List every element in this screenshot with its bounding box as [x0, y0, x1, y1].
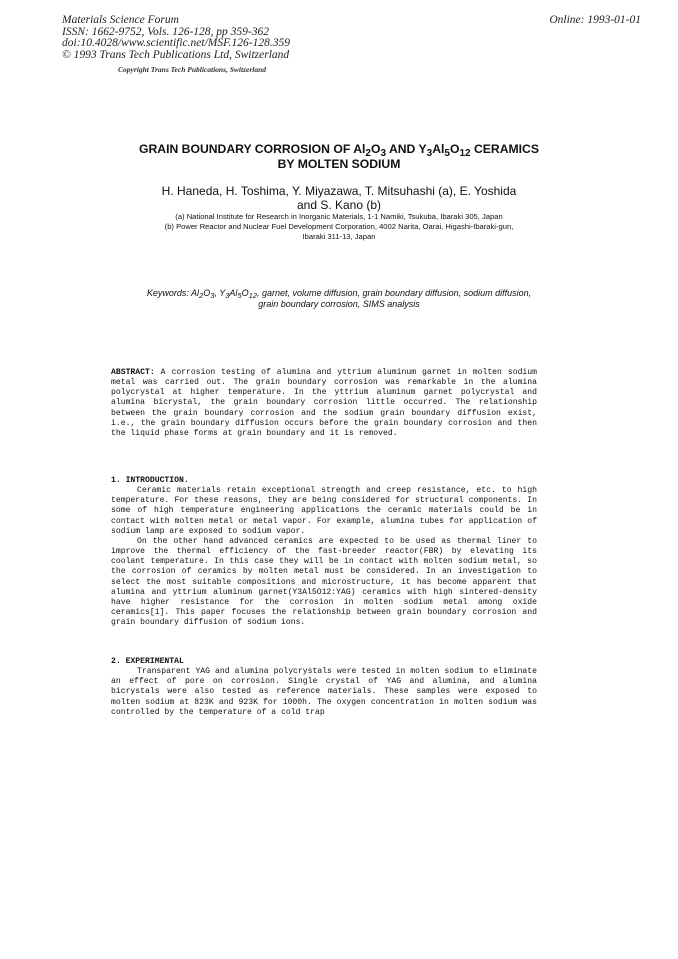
keywords: Keywords: $Al_2O_3$, $Y_3Al_5O_{12}$, garnet, volume diffusion, grain boundary diffusion, sodium diffusion, grain boundary corrosion, SIMS analysis — [146, 288, 532, 309]
abstract-text: A corrosion testing of alumina and yttrium aluminum garnet in molten sodium metal was carried out. The grain boundary corrosion was remarkable in the alumina polycrystal at higher temperature. In the yttrium aluminum garnet polycrystal and alumina bicrystal, the grain boundary corrosion little occurred. The relationship between the grain boundary corrosion and the sodium grain boundary diffusion exist, i.e., the grain boundary diffusion occurs before the grain boundary corrosion and then the liquid phase forms at grain boundary and it is removed. — [111, 368, 537, 438]
affiliation-b-cont: Ibaraki 311-13, Japan — [302, 232, 376, 242]
introduction-paragraph-2: On the other hand advanced ceramics are expected to be used as thermal liner to improve the thermal efficiency of the fast-breeder reactor(FBR) by elevating its coolant temperature. In this case they will be in contact with molten sodium metal, so the corrosion of ceramics by molten metal must be considered. In an investigation to select the most suitable compositions and microstructure, it has become apparent that alumina and yttrium aluminum garnet(Y3Al5O12:YAG) ceramics with high sintered-density have higher resistance for the corrosion in molten sodium metal among oxide ceramics[1]. This paper focuses the relationship between grain boundary corrosion and grain boundary diffusion of sodium ions. — [111, 536, 537, 628]
copyright-line: © 1993 Trans Tech Publications Ltd, Switzerland — [62, 48, 290, 61]
online-date: Online: 1993-01-01 — [549, 14, 641, 26]
experimental-paragraph-1: Transparent YAG and alumina polycrystals were tested in molten sodium to eliminate an effect of pore on corrosion. Single crystal of YAG and alumina, and alumina bicrystals were also tested as reference materials. These samples were exposed to molten sodium at 823K and 923K for 1000h. The oxygen concentration in molten sodium was controlled by the temperature of a cold trap — [111, 667, 537, 717]
affiliation-b: (b) Power Reactor and Nuclear Fuel Development Corporation, 4002 Narita, Oarai, Higashi-Ibaraki-gun, — [164, 222, 514, 232]
introduction-paragraph-1: Ceramic materials retain exceptional strength and creep resistance, etc. to high temperature. For these reasons, they are being considered for structural components. In some of high temperature engineering applications the ceramic materials could be in contact with molten metal or metal vapor. For example, alumina tubes for application of sodium lamp are exposed to sodium vapor. — [111, 486, 537, 536]
introduction-section — [111, 476, 537, 628]
abstract-label: ABSTRACT: — [111, 368, 155, 377]
author-list: H. Haneda, H. Toshima, Y. Miyazawa, T. Mitsuhashi (a), E. Yoshida and S. Kano (b) — [161, 184, 517, 212]
affiliations — [100, 212, 578, 243]
journal-citation — [62, 15, 290, 61]
abstract — [111, 368, 537, 439]
experimental-section — [111, 657, 537, 718]
small-copyright: Copyright Trans Tech Publications, Switzerland — [118, 65, 267, 74]
paper-title — [100, 142, 578, 172]
journal-name: Materials Science Forum — [62, 14, 179, 26]
affiliation-a: (a) National Institute for Research in Inorganic Materials, 1-1 Namiki, Tsukuba, Ibaraki 305, Japan — [175, 212, 503, 221]
issn-line: ISSN: 1662-9752, Vols. 126-128, pp 359-362 — [62, 25, 269, 38]
title-line-1: GRAIN BOUNDARY CORROSION OF $Al_2O_3$ AND $Y_3Al_5O_{12}$ CERAMICS — [139, 142, 539, 159]
doi-line: doi:10.4028/www.scientific.net/MSF.126-128.359 — [62, 37, 290, 50]
section-heading-experimental: 2. EXPERIMENTAL — [111, 657, 184, 666]
title-line-2: BY MOLTEN SODIUM — [277, 157, 401, 171]
section-heading-introduction: 1. INTRODUCTION. — [111, 476, 189, 485]
